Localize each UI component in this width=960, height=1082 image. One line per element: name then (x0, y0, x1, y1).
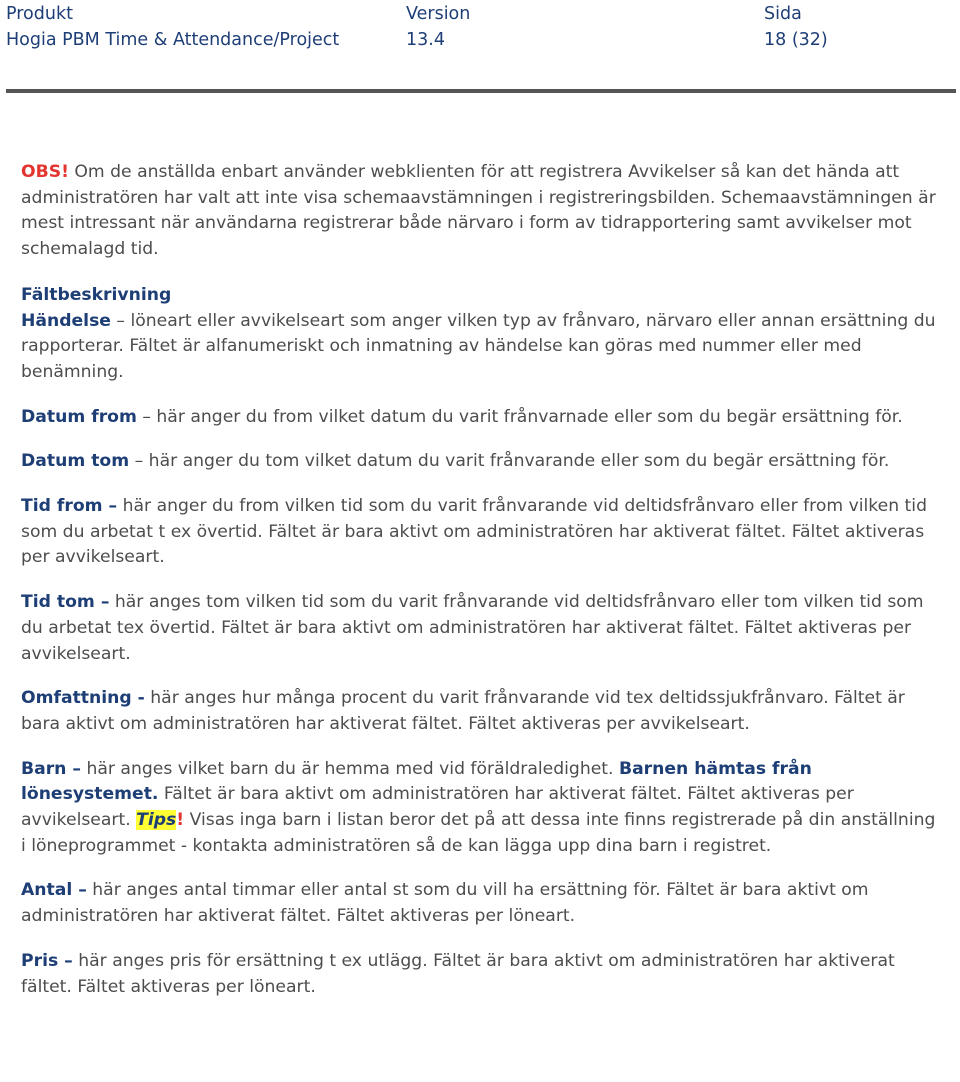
field-term: Händelse (21, 310, 111, 331)
field-description: här anges antal timmar eller antal st som du vill ha ersättning för. Fältet är bara aktivt om administratören har aktiverat fältet. Fältet aktiveras per löneart. (21, 880, 869, 927)
field-tid-from (21, 494, 941, 571)
field-description: här anges pris för ersättning t ex utlägg. Fältet är bara aktivt om administratören har aktiverat fältet. Fältet aktiveras per löneart. (21, 950, 895, 997)
field-description: – här anger du from vilket datum du varit frånvarnade eller som du begär ersättning för. (136, 406, 903, 427)
field-description: här anges tom vilken tid som du varit frånvarande vid deltidsfrånvaro eller tom vilken tid som du arbetat tex övertid. Fältet är bara aktivt om administratören har aktiverat fältet. Fältet aktiveras per avvikelseart. (21, 592, 924, 664)
field-description-cont: Fältet är bara aktivt om administratören har aktiverat fältet. Fältet aktiveras per avvikelseart. (21, 784, 854, 831)
field-datum-from (21, 405, 941, 431)
field-description: – löneart eller avvikelseart som anger vilken typ av frånvaro, närvaro eller annan ersättning du rapporterar. Fältet är alfanumeriskt och inmatning av händelse kan göras med nummer eller med benämning. (21, 310, 936, 382)
field-omfattning (21, 686, 941, 737)
tips-label: Tips (136, 810, 177, 831)
field-description: – här anger du tom vilket datum du varit frånvarande eller som du begär ersättning för. (129, 451, 890, 472)
header-divider (6, 89, 956, 93)
obs-note (21, 160, 941, 263)
tips-exclamation: ! (176, 810, 185, 831)
field-description: här anges hur många procent du varit frånvarande vid tex deltidssjukfrånvaro. Fältet är bara aktivt om administratören har aktiverat fältet. Fältet aktiveras per avvikelseart. (21, 688, 905, 734)
field-handelse (21, 309, 941, 386)
tips-text: Visas inga barn i listan beror det på att dessa inte finns registrerade på din anställning i löneprogrammet - kontakta administratören så de kan lägga upp dina barn i registret. (21, 810, 936, 856)
field-term: Barn – (21, 758, 81, 779)
field-tid-tom (21, 590, 941, 667)
field-datum-tom (21, 449, 941, 475)
field-barn (21, 757, 941, 860)
page-number: 18 (32) (764, 30, 828, 50)
document-body (21, 160, 941, 1000)
field-term: Omfattning - (21, 688, 145, 709)
obs-label: OBS! (21, 162, 69, 182)
field-term: Tid tom – (21, 592, 110, 613)
obs-text: Om de anställda enbart använder webklienten för att registrera Avvikelser så kan det hända att administratören har valt att inte visa schemaavstämningen i registreringsbilden. Schemaavstämningen är mest intressant när användarna registrerar både närvaro i form av tidrapportering samt avvikelser mot schemalagd tid. (21, 162, 936, 260)
version-value: 13.4 (406, 30, 445, 50)
page-label: Sida (764, 4, 802, 24)
section-title: Fältbeskrivning (21, 284, 172, 305)
field-term: Pris – (21, 950, 73, 971)
field-description: här anges vilket barn du är hemma med vid föräldraledighet. (81, 758, 619, 779)
field-pris (21, 949, 941, 1000)
field-term: Datum tom (21, 451, 130, 472)
product-label: Produkt (6, 4, 73, 24)
field-antal (21, 878, 941, 929)
field-term: Antal – (21, 880, 87, 901)
field-description: här anger du from vilken tid som du varit frånvarande vid deltidsfrånvaro eller from vilken tid som du arbetat t ex övertid. Fältet är bara aktivt om administratören har aktiverat fältet. Fältet aktiveras per avvikelseart. (21, 496, 927, 568)
version-label: Version (406, 4, 471, 24)
field-term: Tid from – (21, 496, 118, 517)
field-term: Datum from (21, 406, 137, 427)
field-emphasis: Barnen hämtas från lönesystemet. (21, 758, 812, 805)
product-value: Hogia PBM Time & Attendance/Project (6, 30, 340, 50)
